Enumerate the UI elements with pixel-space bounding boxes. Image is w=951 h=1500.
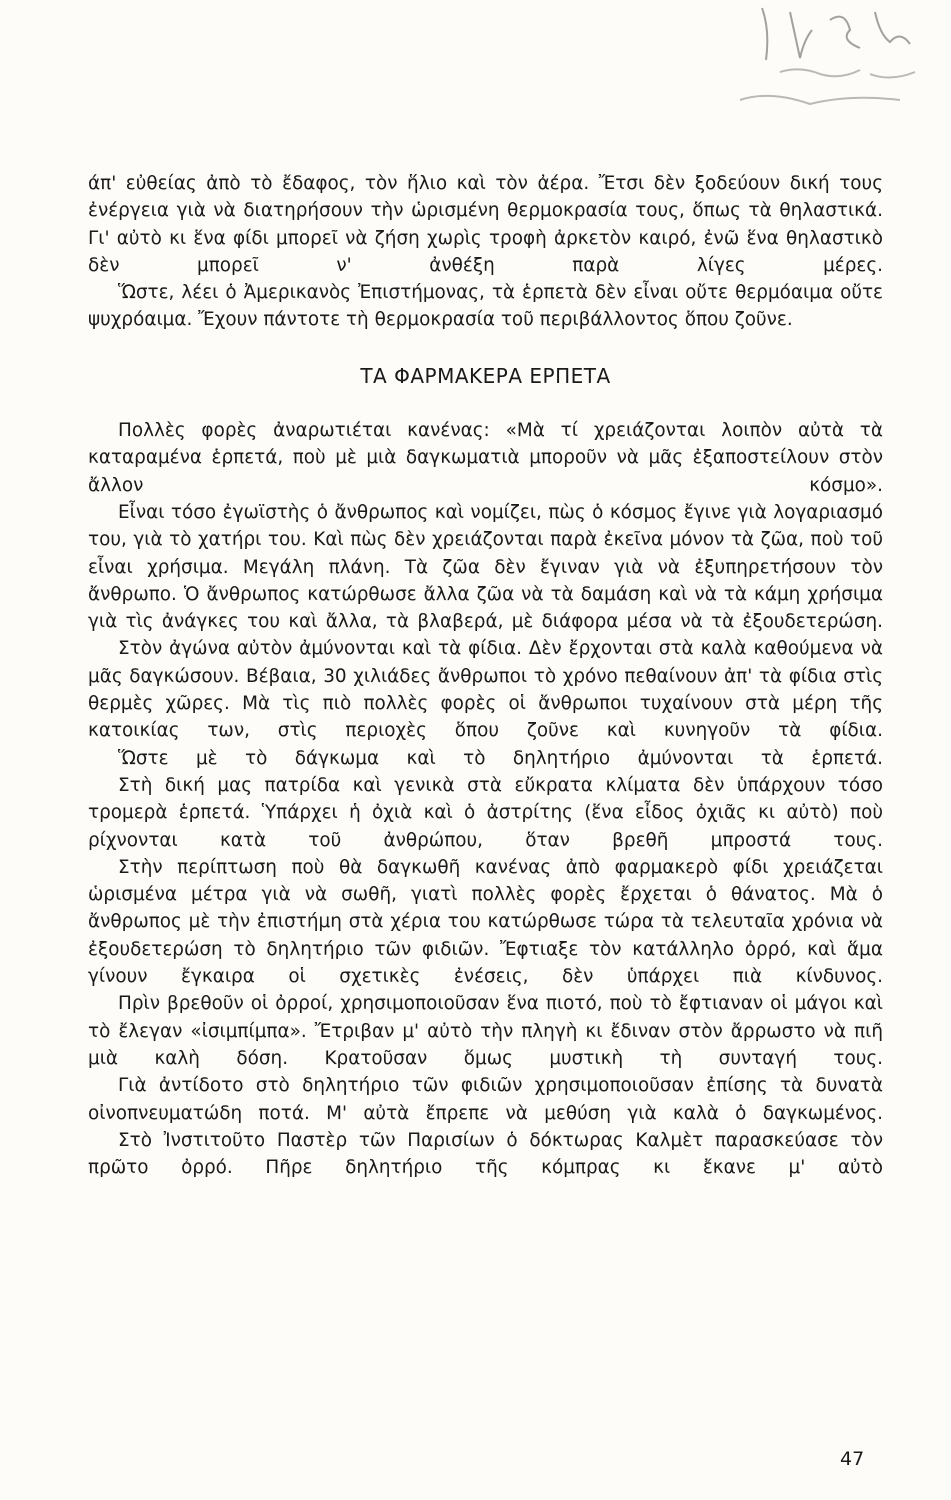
paragraph: άπ' εὐθείας ἀπὸ τὸ ἔδαφος, τὸν ἥλιο καὶ τὸν ἀέρα. Ἔτσι δὲν ξοδεύουν δική τους ἐνέργεια γιὰ νὰ διατηρήσουν τὴν ὡρισμένη θερμοκρασία τους, ὅπως τὰ θηλαστικά. Γι' αὐτὸ κι ἕνα φίδι μπορεῖ νὰ ζήση χωρὶς τροφὴ ἀρκετὸν καιρό, ἐνῶ ἕνα θηλαστικὸ δὲν μπορεῖ ν' ἀνθέξη παρὰ λίγες μέρες. <box>88 173 883 276</box>
main-text <box>88 170 883 1181</box>
paragraph: Ὥστε, λέει ὁ Ἀμερικανὸς Ἐπιστήμονας, τὰ ἑρπετὰ δὲν εἶναι οὔτε θερμόαιμα οὔτε ψυχρόαιμα. Ἔχουν πάντοτε τὴ θερμοκρασία τοῦ περιβάλλοντος ὅπου ζοῦνε. <box>88 282 883 331</box>
paragraph: Στὴν περίπτωση ποὺ θὰ δαγκωθῆ κανένας ἀπὸ φαρμακερὸ φίδι χρειάζεται ὡρισμένα μέτρα γιὰ νὰ σωθῆ, γιατὶ πολλὲς φορὲς ἔρχεται ὁ θάνατος. Μὰ ὁ ἄνθρωπος μὲ τὴν ἐπιστήμη στὰ χέρια του κατώρθωσε τώρα τὰ τελευταῖα χρόνια νὰ ἐξουδετερώση τὸ δηλητήριο τῶν φιδιῶν. Ἔφτιαξε τὸν κατάλληλο ὀρρό, καὶ ἅμα γίνουν ἔγκαιρα οἱ σχετικὲς ἐνέσεις, δὲν ὑπάρχει πιὰ κίνδυνος. <box>88 856 883 988</box>
handwriting-scribble <box>700 0 951 120</box>
paragraph: Στὴ δική μας πατρίδα καὶ γενικὰ στὰ εὔκρατα κλίματα δὲν ὑπάρχουν τόσο τρομερὰ ἑρπετά. Ὑπάρχει ἡ ὀχιὰ καὶ ὁ ἀστρίτης (ἕνα εἶδος ὀχιᾶς κι αὐτὸ) ποὺ ρίχνονται κατὰ τοῦ ἀνθρώπου, ὅταν βρεθῆ μπροστά τους. <box>88 774 883 851</box>
paragraph: Στὸ Ἰνστιτοῦτο Παστὲρ τῶν Παρισίων ὁ δόκτωρας Καλμὲτ παρασκεύασε τὸν πρῶτο ὀρρό. Πῆρε δηλητήριο τῆς κόμπρας κι ἔκανε μ' αὐτὸ <box>88 1129 883 1179</box>
page-number: 47 <box>840 1448 865 1470</box>
paragraph: Στὸν ἀγώνα αὐτὸν ἀμύνονται καὶ τὰ φίδια. Δὲν ἔρχονται στὰ καλὰ καθούμενα νὰ μᾶς δαγκώσουν. Βέβαια, 30 χιλιάδες ἄνθρωποι τὸ χρόνο πεθαίνουν ἀπ' τὰ φίδια στὶς θερμὲς χῶρες. Μὰ τὶς πιὸ πολλὲς φορὲς οἱ ἄνθρωποι τυχαίνουν στὰ μέρη τῆς κατοικίας των, στὶς περιοχὲς ὅπου ζοῦνε καὶ κυνηγοῦν τὰ φίδια. <box>88 638 883 742</box>
paragraph: Ὥστε μὲ τὸ δάγκωμα καὶ τὸ δηλητήριο ἀμύνονται τὰ ἑρπετά. <box>118 747 883 769</box>
paragraph: Πολλὲς φορὲς ἀναρωτιέται κανένας: «Μὰ τί χρειάζονται λοιπὸν αὐτὰ τὰ καταραμένα ἑρπετά, ποὺ μὲ μιὰ δαγκωματιὰ μποροῦν νὰ μᾶς ἐξαποστείλουν στὸν ἄλλον κόσμο». <box>88 420 883 496</box>
paragraph: Πρὶν βρεθοῦν οἱ ὀρροί, χρησιμοποιοῦσαν ἕνα πιοτό, ποὺ τὸ ἔφτιαναν οἱ μάγοι καὶ τὸ ἔλεγαν «ἰσιμπίμπα». Ἔτριβαν μ' αὐτὸ τὴν πληγὴ κι ἔδιναν στὸν ἄρρωστο νὰ πιῆ μιὰ καλὴ δόση. Κρατοῦσαν ὅμως μυστικὴ τὴ συνταγή τους. <box>88 993 883 1069</box>
paragraph: Γιὰ ἀντίδοτο στὸ δηλητήριο τῶν φιδιῶν χρησιμοποιοῦσαν ἐπίσης τὰ δυνατὰ οἰνοπνευματώδη ποτά. Μ' αὐτὰ ἔπρεπε νὰ μεθύση γιὰ καλὰ ὁ δαγκωμένος. <box>88 1075 883 1124</box>
section-heading: ΤΑ ΦΑΡΜΑΚΕΡΑ ΕΡΠΕΤΑ <box>360 363 611 388</box>
paragraph: Εἶναι τόσο ἐγωϊστὴς ὁ ἄνθρωπος καὶ νομίζει, πὼς ὁ κόσμος ἔγινε γιὰ λογαριασμό του, γιὰ τὸ χατήρι του. Καὶ πὼς δὲν χρειάζονται παρὰ ἐκεῖνα μόνον τὰ ζῶα, ποὺ τοῦ εἶναι χρήσιμα. Μεγάλη πλάνη. Τὰ ζῶα δὲν ἔγιναν γιὰ νὰ ἐξυπηρετήσουν τὸν ἄνθρωπο. Ὁ ἄνθρωπος κατώρθωσε ἄλλα ζῶα νὰ τὰ δαμάση καὶ νὰ τὰ κάμη χρήσιμα γιὰ τὶς ἀνάγκες του καὶ ἄλλα, τὰ βλαβερά, μὲ διάφορα μέσα νὰ τὰ ἐξουδετερώση. <box>88 501 883 633</box>
